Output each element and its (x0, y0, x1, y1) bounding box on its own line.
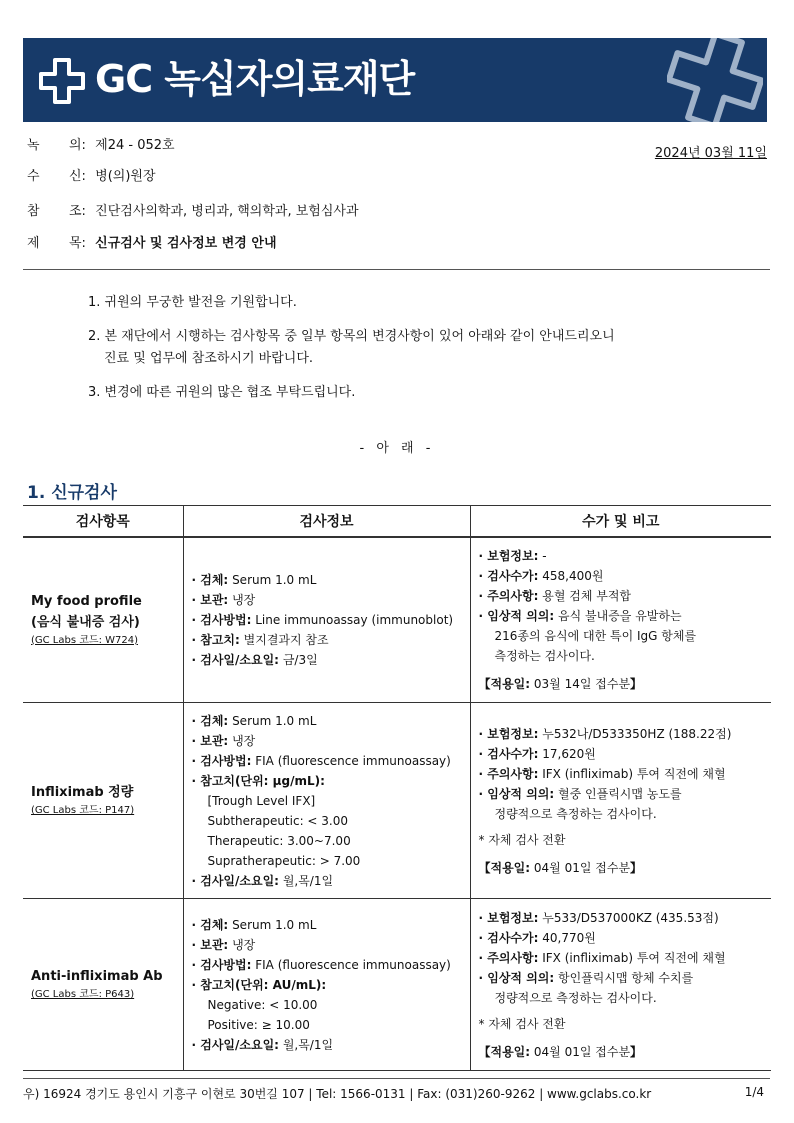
label-storage: · 보관: (191, 733, 229, 748)
label-method: · 검사방법: (191, 612, 252, 627)
storage: 냉장 (232, 592, 256, 607)
label-apply-open: 【적용일: (478, 676, 531, 691)
label-fee: · 검사수가: (478, 746, 539, 761)
header-banner (23, 38, 767, 122)
label-specimen: · 검체: (191, 572, 229, 587)
insurance: - (542, 548, 547, 563)
reference-key-a: 참 (27, 204, 40, 219)
reference-value: 별지결과지 참조 (243, 632, 329, 647)
specimen: Serum 1.0 mL (232, 917, 317, 932)
label-schedule: · 검사일/소요일: (191, 652, 279, 667)
label-clinical: · 임상적 의의: (478, 786, 555, 801)
test-item-cell (23, 899, 183, 1071)
method: FIA (fluorescence immunoassay) (255, 957, 451, 972)
caution: IFX (infliximab) 투여 직전에 채혈 (542, 766, 726, 781)
reference-line: Negative: < 10.00 (207, 997, 318, 1012)
label-insurance: · 보험정보: (478, 726, 539, 741)
apply-date (479, 858, 764, 878)
notice-points (88, 292, 728, 416)
label-caution: · 주의사항: (478, 588, 539, 603)
reference-line: Therapeutic: 3.00~7.00 (207, 833, 351, 848)
label-method: · 검사방법: (191, 753, 252, 768)
reference: 진단검사의학과, 병리과, 핵의학과, 보험심사과 (95, 204, 359, 219)
method: Line immunoassay (immunoblot) (255, 612, 454, 627)
footer-contact: 우) 16924 경기도 용인시 기흥구 이현로 30번길 107 | Tel: 1566-0131 | Fax: (031)260-9262 | www.gclabs.co.kr (23, 1087, 652, 1101)
storage: 냉장 (232, 937, 256, 952)
recipient: 병(의)원장 (95, 169, 156, 184)
page-footer (23, 1078, 770, 1101)
clinical-line-2: 216종의 음식에 대한 특이 IgG 항체를 (494, 628, 697, 643)
doc-number-key-b: 의: (69, 138, 86, 153)
note: * 자체 검사 전환 (478, 832, 566, 847)
reference-line: Supratherapeutic: > 7.00 (207, 853, 361, 868)
test-name: Infliximab 정량 (31, 785, 134, 800)
test-code: (GC Labs 코드: W724) (31, 634, 138, 646)
apply-date-value: 04월 01일 접수분 (533, 1044, 631, 1059)
specimen: Serum 1.0 mL (232, 713, 317, 728)
point-2-line-2: 진료 및 업무에 참조하시기 바랍니다. (104, 351, 314, 366)
reference-line: Positive: ≥ 10.00 (207, 1017, 310, 1032)
apply-date-value: 04월 01일 접수분 (533, 860, 631, 875)
subject-key-b: 목: (69, 236, 86, 251)
label-apply-close: 】 (630, 860, 643, 875)
test-info-cell (183, 537, 470, 703)
reference-line: Subtherapeutic: < 3.00 (207, 813, 349, 828)
new-tests-table (23, 505, 771, 1071)
subject-row (27, 233, 277, 255)
method: FIA (fluorescence immunoassay) (255, 753, 451, 768)
test-fee-cell (470, 899, 771, 1071)
schedule: 월,목/1일 (282, 1037, 334, 1052)
recipient-key-a: 수 (27, 169, 40, 184)
label-apply-open: 【적용일: (478, 1044, 531, 1059)
test-name-korean: (음식 불내증 검사) (31, 614, 140, 630)
apply-date (479, 674, 764, 694)
table-header-row (23, 506, 771, 537)
specimen: Serum 1.0 mL (232, 572, 317, 587)
brand-name: GC 녹십자의료재단 (95, 57, 415, 101)
subject: 신규검사 및 검사정보 변경 안내 (95, 236, 277, 251)
insurance: 누533/D537000KZ (435.53점) (542, 910, 719, 925)
storage: 냉장 (232, 733, 256, 748)
label-schedule: · 검사일/소요일: (191, 873, 279, 888)
column-header-fee: 수가 및 비고 (470, 506, 771, 537)
point-2-line-1: 2. 본 재단에서 시행하는 검사항목 중 일부 항목의 변경사항이 있어 아래와 같이 안내드리오니 (88, 329, 615, 344)
clinical-line-1: 항인플릭시맵 항체 수치를 (558, 970, 694, 985)
label-apply-open: 【적용일: (478, 860, 531, 875)
document-date: 2024년 03월 11일 (654, 146, 767, 161)
clinical-line-2: 정량적으로 측정하는 검사이다. (494, 990, 657, 1005)
label-reference-unit: · 참고치(단위: µg/mL): (191, 773, 325, 788)
label-reference-unit: · 참고치(단위: AU/mL): (191, 977, 327, 992)
reference-line: [Trough Level IFX] (207, 793, 316, 808)
caution: IFX (infliximab) 투여 직전에 채혈 (542, 950, 726, 965)
table-row (23, 537, 771, 703)
label-method: · 검사방법: (191, 957, 252, 972)
clinical-line-1: 혈중 인플릭시맵 농도를 (558, 786, 682, 801)
column-header-item: 검사항목 (23, 506, 183, 537)
schedule: 금/3일 (282, 652, 318, 667)
schedule: 월,목/1일 (282, 873, 334, 888)
label-fee: · 검사수가: (478, 568, 539, 583)
below-marker: - 아 래 - (359, 441, 435, 456)
meta-divider (23, 269, 770, 270)
label-schedule: · 검사일/소요일: (191, 1037, 279, 1052)
page-number: 1/4 (744, 1085, 764, 1099)
test-fee-cell (470, 703, 771, 899)
fee: 40,770원 (542, 930, 596, 945)
test-name: Anti-infliximab Ab (31, 969, 163, 984)
column-header-info: 검사정보 (183, 506, 470, 537)
label-storage: · 보관: (191, 592, 229, 607)
table-row (23, 703, 771, 899)
label-specimen: · 검체: (191, 713, 229, 728)
test-name: My food profile (31, 593, 142, 609)
label-clinical: · 임상적 의의: (478, 608, 555, 623)
fee: 17,620원 (542, 746, 596, 761)
label-clinical: · 임상적 의의: (478, 970, 555, 985)
apply-date-value: 03월 14일 접수분 (533, 676, 631, 691)
table-row (23, 899, 771, 1071)
label-reference: · 참고치: (191, 632, 240, 647)
reference-key-b: 조: (69, 204, 86, 219)
point-1: 1. 귀원의 무궁한 발전을 기원합니다. (88, 295, 297, 310)
apply-date (479, 1042, 764, 1062)
insurance: 누532나/D533350HZ (188.22점) (542, 726, 732, 741)
label-storage: · 보관: (191, 937, 229, 952)
point-2 (88, 326, 728, 370)
label-insurance: · 보험정보: (478, 910, 539, 925)
test-code: (GC Labs 코드: P643) (31, 989, 135, 1000)
label-fee: · 검사수가: (478, 930, 539, 945)
label-insurance: · 보험정보: (478, 548, 539, 563)
section-title: 1. 신규검사 (27, 483, 117, 503)
note: * 자체 검사 전환 (478, 1016, 566, 1031)
label-specimen: · 검체: (191, 917, 229, 932)
subject-key-a: 제 (27, 236, 40, 251)
test-item-cell (23, 537, 183, 703)
test-item-cell (23, 703, 183, 899)
label-caution: · 주의사항: (478, 766, 539, 781)
caution: 용혈 검체 부적합 (542, 588, 632, 603)
reference-row (27, 201, 359, 223)
clinical-line-2: 정량적으로 측정하는 검사이다. (494, 806, 657, 821)
test-fee-cell (470, 537, 771, 703)
cross-logo-icon (35, 54, 89, 108)
doc-number-key-a: 녹 (27, 138, 40, 153)
test-info-cell (183, 703, 470, 899)
label-apply-close: 】 (630, 1044, 643, 1059)
recipient-row (27, 166, 156, 188)
test-info-cell (183, 899, 470, 1071)
cross-decoration-icon (667, 38, 763, 122)
label-apply-close: 】 (630, 676, 643, 691)
label-caution: · 주의사항: (478, 950, 539, 965)
fee: 458,400원 (542, 568, 604, 583)
test-code: (GC Labs 코드: P147) (31, 805, 135, 816)
clinical-line-1: 음식 불내증을 유발하는 (558, 608, 682, 623)
doc-number-row (27, 135, 175, 157)
point-3: 3. 변경에 따른 귀원의 많은 협조 부탁드립니다. (88, 385, 356, 400)
recipient-key-b: 신: (69, 169, 86, 184)
doc-number: 제24 - 052호 (95, 138, 175, 153)
clinical-line-3: 측정하는 검사이다. (494, 648, 595, 663)
